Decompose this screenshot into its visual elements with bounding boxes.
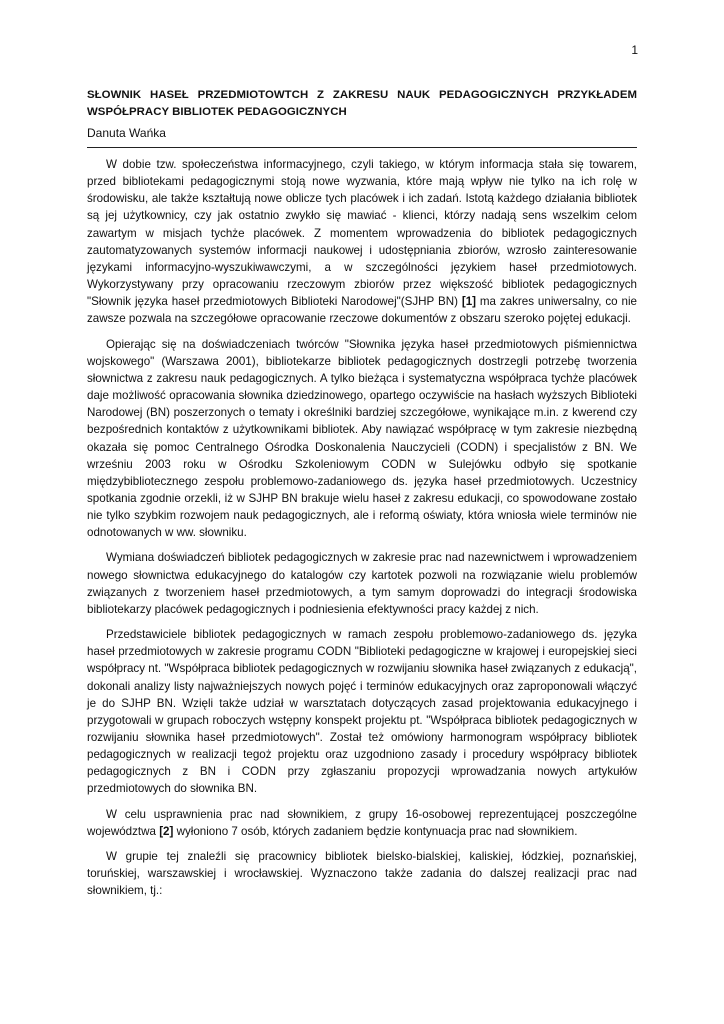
paragraph-3: Wymiana doświadczeń bibliotek pedagogicznych w zakresie prac nad nazewnictwem i wprowadzeniem nowego słownictwa edukacyjnego do katalogów czy kartotek pozwoli na rozwiązanie wielu problemów związanych z tworzeniem haseł przedmiotowych, a tym samym doprowadzi do integracji środowiska bibliotekarzy placówek pedagogicznych i podniesienia efektywności pracy każdej z nich. bbox=[87, 551, 637, 616]
footnote-ref-1[interactable]: [1] bbox=[461, 295, 476, 309]
title-divider bbox=[87, 147, 637, 148]
paragraph-6: W grupie tej znaleźli się pracownicy bibliotek bielsko-bialskiej, kaliskiej, łódzkiej, poznańskiej, toruńskiej, warszawskiej i wrocławskiej. Wyznaczono także zadania do dalszej realizacji prac nad słownikiem, tj.: bbox=[87, 849, 637, 898]
body-text bbox=[87, 156, 637, 907]
page-number: 1 bbox=[631, 43, 638, 57]
paragraph-5: W celu usprawnienia prac nad słownikiem, z grupy 16-osobowej reprezentującej poszczególne województwa [2] wyłoniono 7 osób, których zadaniem będzie kontynuacja prac nad słownikiem. bbox=[87, 807, 637, 838]
paragraph-2: Opierając się na doświadczeniach twórców "Słownika języka haseł przedmiotowych piśmiennictwa wojskowego" (Warszawa 2001), bibliotekarze bibliotek pedagogicznych dostrzegli potrzebę tworzenia słownictwa z zakresu nauk pedagogicznych. A tylko bieżąca i systematyczna współpraca tychże placówek daje możliwość opracowania słownika dziedzinowego, opartego oczywiście na hasłach wyższych Biblioteki Narodowej (BN) poszerzonych o tematy i określniki bardziej szczegółowe, wynikające m.in. z kwerend czy bezpośrednich kontaktów z użytkownikami bibliotek. Aby nawiązać współpracę w tym zakresie niezbędną okazała się pomoc Centralnego Ośrodka Doskonalenia Nauczycieli (CODN) i specjalistów z BN. We wrześniu 2003 roku w Ośrodku Szkoleniowym CODN w Sulejówku odbyło się spotkanie międzybibliotecznego zespołu problemowo-zadaniowego ds. języka haseł przedmiotowych. Uczestnicy spotkania zgodnie orzekli, iż w SJHP BN brakuje wielu haseł z zakresu edukacji, co spowodowane zostało nie tylko szybkim rozwojem nauk pedagogicznych, ale i reformą oświaty, która wniosła wiele terminów nie odnotowanych w ww. słowniku. bbox=[87, 337, 637, 540]
author-name: Danuta Wańka bbox=[87, 126, 166, 140]
document-title: SŁOWNIK HASEŁ PRZEDMIOTOWTCH Z ZAKRESU NAUK PEDAGOGICZNYCH PRZYKŁADEM WSPÓŁPRACY BIBLIOTEK PEDAGOGICZNYCH bbox=[87, 89, 637, 118]
footnote-ref-2[interactable]: [2] bbox=[159, 824, 174, 838]
paragraph-4: Przedstawiciele bibliotek pedagogicznych w ramach zespołu problemowo-zadaniowego ds. języka haseł przedmiotowych w zakresie programu CODN "Biblioteki pedagogiczne w krajowej i europejskiej sieci współpracy nt. "Współpraca bibliotek pedagogicznych w rozwijaniu słownika haseł związanych z edukacją", dokonali analizy listy najważniejszych nowych pojęć i terminów edukacyjnych oraz zaproponowali włączyć je do SJHP BN. Wzięli także udział w warsztatach dotyczących zasad projektowania edukacyjnego i przygotowali w grupach roboczych wstępny konspekt projektu pt. "Współpraca bibliotek pedagogicznych w rozwijaniu słownika haseł przedmiotowych". Został też omówiony harmonogram współpracy bibliotek pedagogicznych w realizacji tegoż projektu oraz uzgodniono zasady i procedury współpracy bibliotek pedagogicznych z BN i CODN przy zgłaszaniu propozycji wprowadzania nowych artykułów przedmiotowych do słownika BN. bbox=[87, 628, 637, 796]
paragraph-1: W dobie tzw. społeczeństwa informacyjnego, czyli takiego, w którym informacja stała się towarem, przed bibliotekami pedagogicznymi stoją nowe wyzwania, które mają wpływ nie tylko na ich rolę w środowisku, ale także kształtują nowe oblicze tych placówek i ich zadań. Istotą każdego działania bibliotek są jej użytkownicy, czy jak ostatnio zwykło się mawiać - klienci, którzy nadają sens wszelkim celom zawartym w misjach tychże placówek. Z momentem wprowadzenia do bibliotek pedagogicznych zautomatyzowanych systemów informacji naukowej i udostępniania zbiorów, wzrosło zainteresowanie językami informacyjno-wyszukiwawczymi, a w szczególności językiem haseł przedmiotowych. Wykorzystywany przy opracowaniu rzeczowym zbiorów przez większość bibliotek pedagogicznych "Słownik języka haseł przedmiotowych Biblioteki Narodowej"(SJHP BN) [1] ma zakres uniwersalny, co nie zawsze pozwala na szczegółowe opracowanie rzeczowe dokumentów z obszaru szeroko pojętej edukacji. bbox=[87, 158, 637, 326]
